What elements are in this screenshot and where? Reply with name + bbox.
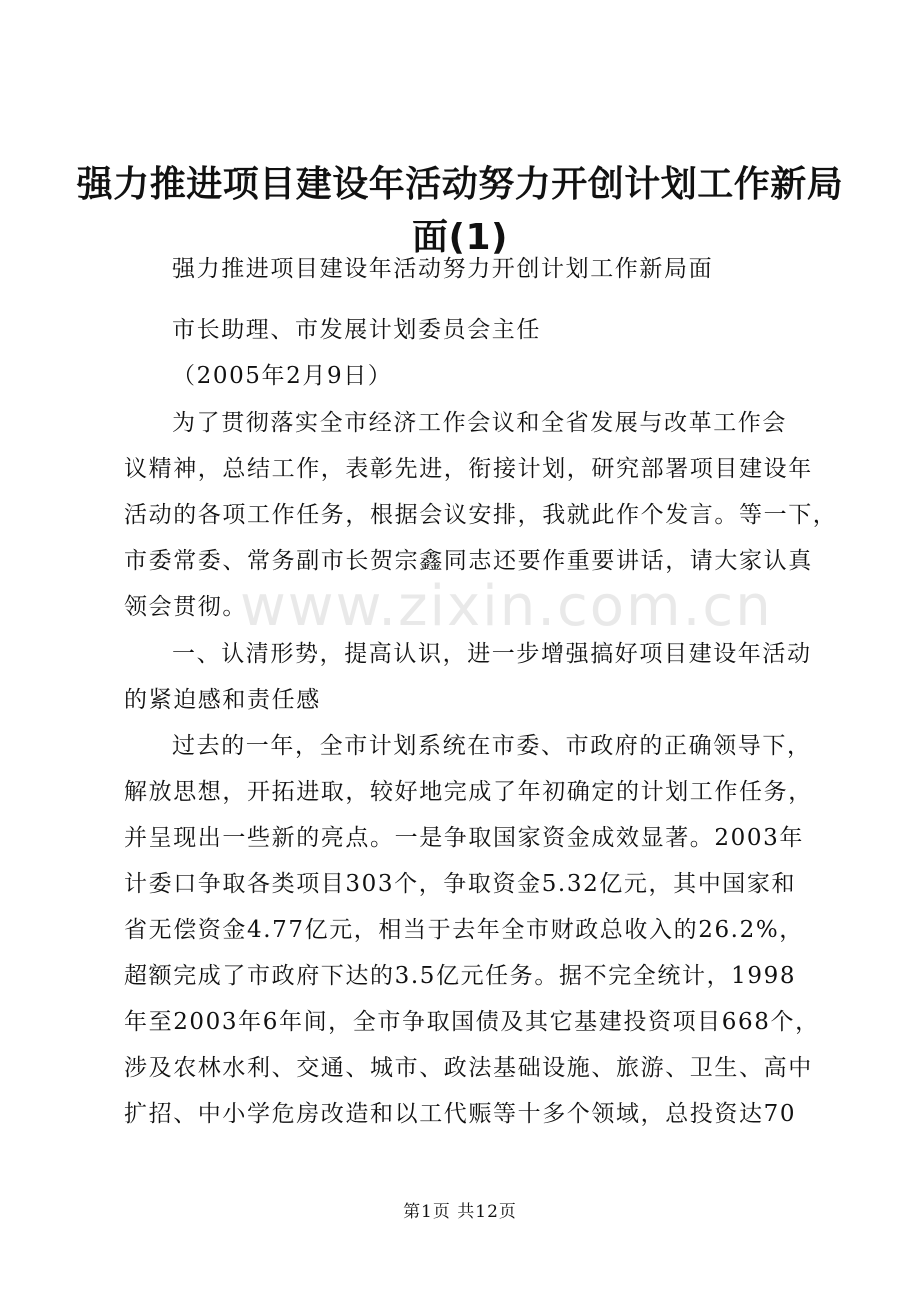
paragraph-line: 市委常委、常务副市长贺宗鑫同志还要作重要讲话，请大家认真 [124,548,813,574]
paragraph-line: 为了贯彻落实全市经济工作会议和全省发展与改革工作会 [172,410,787,436]
paragraph-line: 年至2003年6年间，全市争取国债及其它基建投资项目668个， [124,1009,820,1035]
paragraph-line: 解放思想，开拓进取，较好地完成了年初确定的计划工作任务， [124,779,813,805]
paragraph-line: 领会贯彻。 [124,594,247,620]
speaker-position: 市长助理、市发展计划委员会主任 [172,317,541,343]
paragraph-line: 超额完成了市政府下达的3.5亿元任务。据不完全统计，1998 [124,963,797,989]
subtitle: 强力推进项目建设年活动努力开创计划工作新局面 [172,256,714,282]
document-title: 强力推进项目建设年活动努力开创计划工作新局面(1) [76,164,844,258]
paragraph-line: 过去的一年，全市计划系统在市委、市政府的正确领导下， [172,733,812,759]
page-footer: 第1页 共12页 [403,1202,517,1222]
paragraph-line: 议精神，总结工作，表彰先进，衔接计划，研究部署项目建设年 [124,456,813,482]
paragraph-line: 扩招、中小学危房改造和以工代赈等十多个领域，总投资达70 [124,1101,797,1127]
section-heading: 一、认清形势，提高认识，进一步增强搞好项目建设年活动 [172,641,812,667]
paragraph-line: 省无偿资金4.77亿元，相当于去年全市财政总收入的26.2%， [124,917,804,943]
section-heading: 的紧迫感和责任感 [124,687,321,713]
paragraph-line: 并呈现出一些新的亮点。一是争取国家资金成效显著。2003年 [124,825,804,851]
paragraph-line: 涉及农林水利、交通、城市、政法基础设施、旅游、卫生、高中 [124,1055,813,1081]
paragraph-line: 计委口争取各类项目303个，争取资金5.32亿元，其中国家和 [124,871,797,897]
watermark: www.zixin.com.cn [240,574,773,639]
paragraph-line: 活动的各项工作任务，根据会议安排，我就此作个发言。等一下， [124,502,838,528]
speech-date: （2005年2月9日） [172,363,393,389]
